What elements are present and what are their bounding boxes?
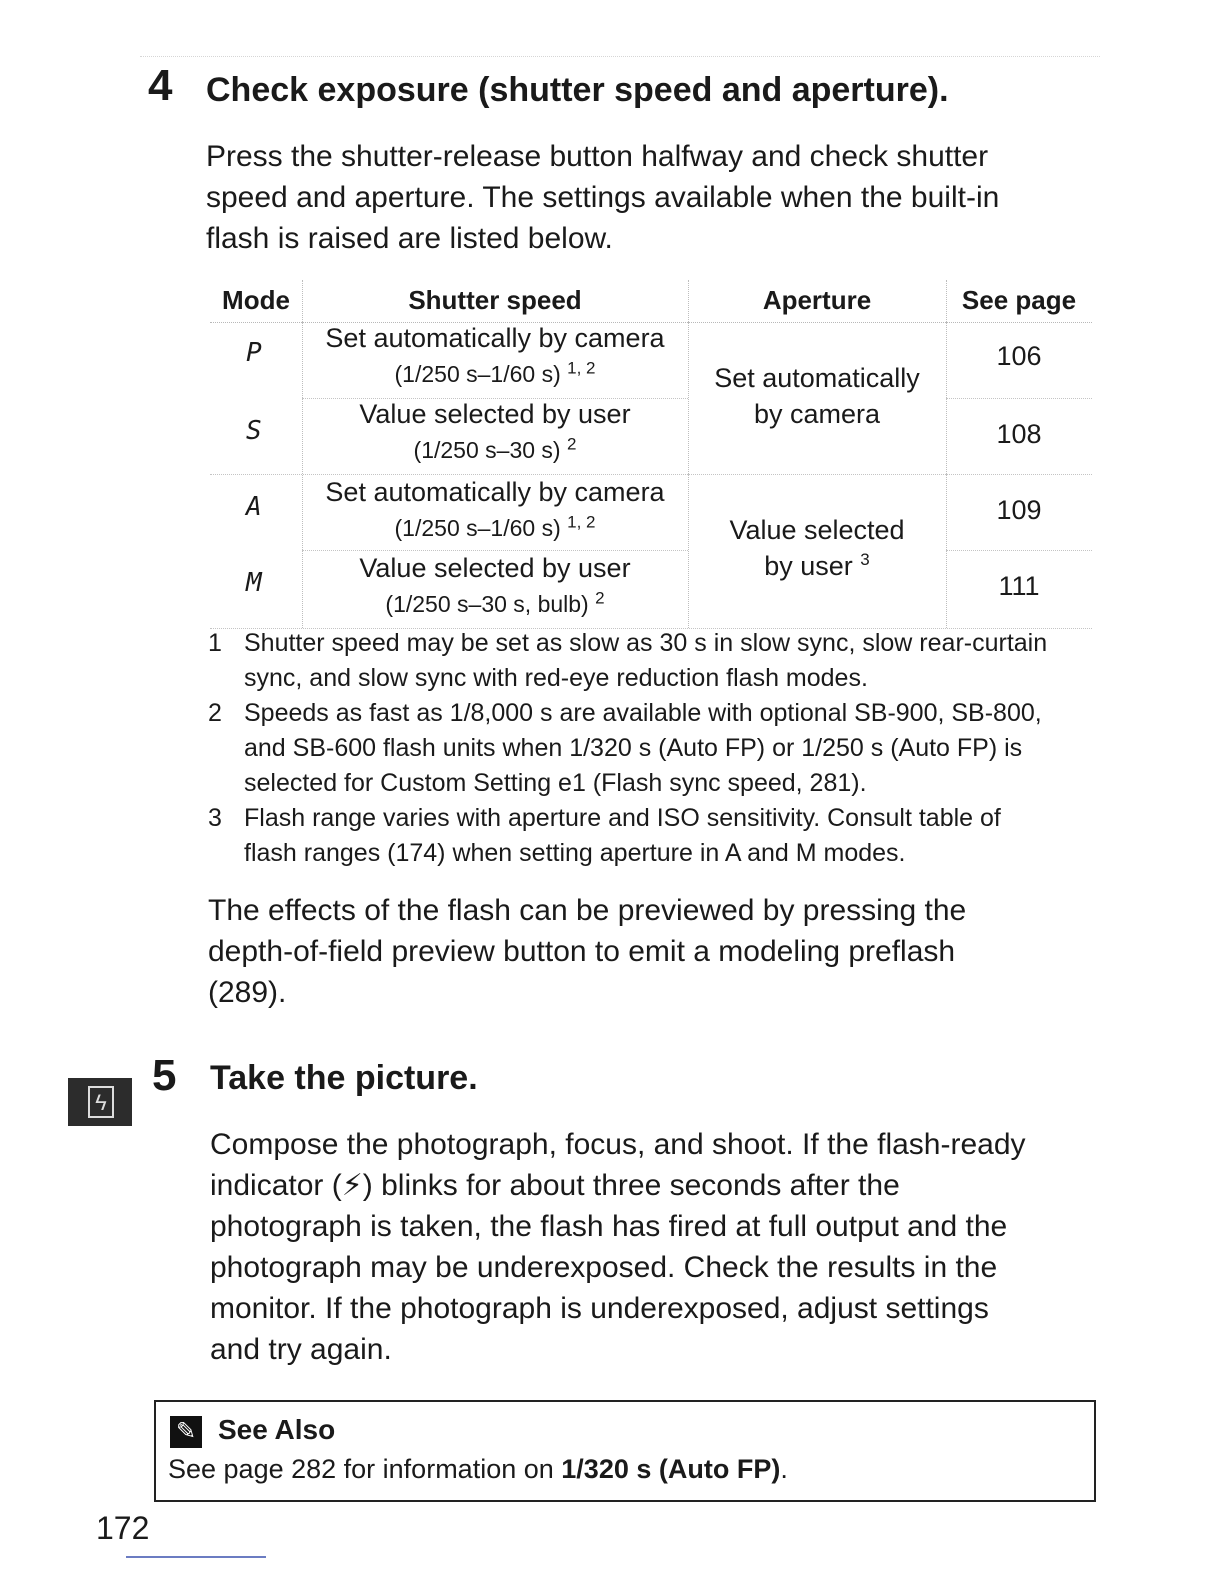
page-s: 108 (996, 419, 1042, 449)
footnote-line: flash ranges (174) when setting aperture in A and M modes. (244, 839, 906, 867)
pencil-icon: ✎ (170, 1416, 202, 1448)
step-5-body (210, 1124, 1026, 1370)
page-m: 111 (998, 571, 1040, 601)
page-number-rule (126, 1556, 266, 1558)
shutter-p (302, 320, 688, 392)
flash-icon: ϟ (88, 1086, 114, 1118)
footnote-line: and SB-600 flash units when 1/320 s (Auto FP) or 1/250 s (Auto FP) is (244, 734, 1023, 762)
footnote-line: selected for Custom Setting e1 (Flash sync speed, 281). (244, 769, 867, 797)
see-also-bold: 1/320 s (Auto FP) (561, 1454, 781, 1484)
body-line: photograph is taken, the flash has fired at full output and the (210, 1210, 1008, 1243)
page-a: 109 (996, 495, 1042, 525)
mode-s: S (246, 416, 262, 446)
footnote-3-number: 3 (208, 804, 222, 832)
mode-a: A (246, 492, 262, 522)
col-header-aperture: Aperture (688, 280, 946, 323)
aperture-text: by user (764, 551, 853, 581)
see-also-suffix: . (780, 1454, 788, 1484)
shutter-text: Set automatically by camera (325, 477, 665, 507)
shutter-range-text: (1/250 s–1/60 s) (394, 361, 561, 387)
col-header-page: See page (946, 280, 1092, 323)
preview-paragraph (208, 890, 966, 1013)
body-line: Compose the photograph, focus, and shoot. If the flash-ready (210, 1128, 1026, 1161)
shutter-range-text: (1/250 s–30 s) (413, 437, 561, 463)
footnote-3 (244, 801, 1001, 871)
footnote-1 (244, 626, 1047, 696)
shutter-range (302, 510, 688, 546)
mode-p: P (246, 338, 262, 368)
footnote-line: Speeds as fast as 1/8,000 s are available with optional SB-900, SB-800, (244, 699, 1042, 727)
col-header-shutter: Shutter speed (302, 280, 688, 323)
see-also-title: See Also (218, 1414, 336, 1445)
footnote-ref: 3 (860, 550, 870, 569)
mode-m: M (246, 568, 262, 598)
see-also-text (168, 1454, 788, 1485)
intro-line: speed and aperture. The settings available when the built-in (206, 181, 1000, 214)
footnote-ref: 1, 2 (567, 512, 596, 532)
footnote-ref: 2 (566, 434, 577, 454)
footnote-line: Shutter speed may be set as slow as 30 s in slow sync, slow rear-curtain (244, 629, 1048, 657)
aperture-text: by camera (753, 399, 881, 429)
intro-line: Press the shutter-release button halfway and check shutter (206, 140, 989, 173)
footnote-ref: 1, 2 (567, 358, 596, 378)
top-dotted-rule (140, 56, 1100, 57)
step-4-title: Check exposure (shutter speed and aperture). (206, 71, 949, 109)
row-divider (946, 474, 1092, 475)
aperture-auto (688, 360, 946, 432)
shutter-m (302, 550, 688, 622)
intro-line: flash is raised are listed below. (206, 222, 613, 255)
aperture-text: Set automatically (714, 363, 920, 393)
footnote-line: sync, and slow sync with red-eye reduction flash modes. (244, 664, 868, 692)
shutter-range (302, 432, 688, 468)
page-number: 172 (96, 1510, 150, 1546)
footnote-2 (244, 696, 1042, 801)
step-5-number: 5 (152, 1051, 177, 1100)
footnote-ref: 2 (595, 588, 605, 608)
see-also-prefix: See page 282 for information on (168, 1454, 562, 1484)
row-divider (946, 398, 1092, 399)
footnote-line: Flash range varies with aperture and ISO sensitivity. Consult table of (244, 804, 1001, 832)
shutter-s (302, 396, 688, 468)
flash-section-tab (68, 1078, 132, 1126)
aperture-user (688, 512, 946, 584)
see-also-box (154, 1400, 1096, 1502)
row-divider (688, 474, 946, 475)
shutter-a (302, 474, 688, 546)
shutter-range (302, 586, 688, 622)
shutter-text: Value selected by user (359, 553, 631, 583)
shutter-text: Set automatically by camera (325, 323, 665, 353)
shutter-range-text: (1/250 s–30 s, bulb) (385, 591, 589, 617)
shutter-range (302, 356, 688, 392)
col-header-mode: Mode (210, 280, 302, 323)
para-line: depth-of-field preview button to emit a modeling preflash (208, 935, 956, 968)
step-5-title: Take the picture. (210, 1059, 478, 1097)
footnote-2-number: 2 (208, 699, 222, 727)
shutter-range-text: (1/250 s–1/60 s) (394, 515, 561, 541)
footnote-1-number: 1 (208, 629, 222, 657)
body-line: photograph may be underexposed. Check the results in the (210, 1251, 998, 1284)
step-4-intro (206, 136, 999, 259)
para-line: (289). (208, 976, 287, 1009)
shutter-text: Value selected by user (359, 399, 631, 429)
page-p: 106 (996, 341, 1042, 371)
body-line: indicator (⚡) blinks for about three seconds after the (210, 1169, 900, 1202)
row-divider (946, 550, 1092, 551)
body-line: and try again. (210, 1333, 392, 1366)
step-4-number: 4 (148, 61, 173, 110)
aperture-text: Value selected (729, 515, 905, 545)
body-line: monitor. If the photograph is underexposed, adjust settings (210, 1292, 989, 1325)
para-line: The effects of the flash can be previewed by pressing the (208, 894, 967, 927)
